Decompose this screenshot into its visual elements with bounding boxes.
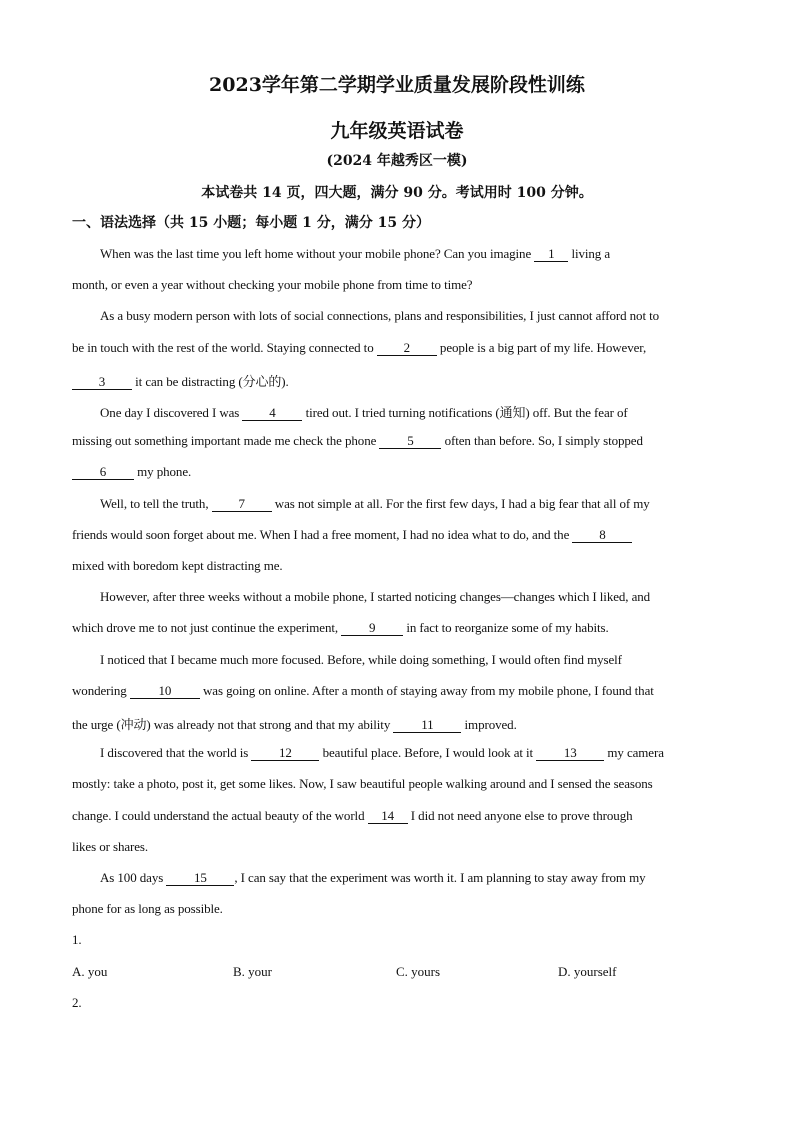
passage-line: One day I discovered I was 4 tired out. I tried turning notifications (通知) off. But the fear of (100, 405, 628, 420)
blank-4: 4 (242, 406, 302, 421)
exam-source: (2024 年越秀区一模) (326, 153, 468, 169)
question-number: 1. (72, 932, 82, 947)
exam-title: 2023学年第二学期学业质量发展阶段性训练 (209, 74, 585, 96)
blank-2: 2 (377, 341, 437, 356)
question-number: 2. (72, 995, 82, 1010)
blank-15: 15 (166, 871, 234, 886)
passage-line: However, after three weeks without a mobile phone, I started noticing changes—changes which I liked, and (100, 589, 651, 604)
blank-1: 1 (534, 247, 568, 262)
exam-subtitle: 九年级英语试卷 (330, 120, 464, 142)
blank-12: 12 (251, 746, 319, 761)
blank-9: 9 (341, 621, 403, 636)
passage-line: As a busy modern person with lots of social connections, plans and responsibilities, I just cannot afford not to (100, 308, 660, 323)
section-heading: 一、语法选择（共 15 小题；每小题 1 分，满分 15 分） (72, 215, 430, 231)
option-c[interactable]: C. yours (396, 964, 441, 979)
passage-line: As 100 days 15 , I can say that the experiment was worth it. I am planning to stay away from my (100, 870, 646, 885)
blank-13: 13 (536, 746, 604, 761)
passage-line: phone for as long as possible. (72, 901, 223, 916)
passage-line: missing out something important made me check the phone 5 often than before. So, I simply stopped (72, 433, 643, 448)
passage-line: the urge (冲动) was already not that strong and that my ability 11 improved. (72, 717, 517, 732)
passage-line: Well, to tell the truth, 7 was not simple at all. For the first few days, I had a big fear that all of my (100, 496, 650, 511)
passage-line: I noticed that I became much more focused. Before, while doing something, I would often find myself (100, 652, 622, 667)
passage-line: month, or even a year without checking your mobile phone from time to time? (72, 277, 473, 292)
blank-11: 11 (393, 718, 461, 733)
passage-line: I discovered that the world is 12 beautiful place. Before, I would look at it 13 my camera (100, 745, 664, 760)
option-d[interactable]: D. yourself (558, 964, 617, 979)
blank-5: 5 (379, 434, 441, 449)
blank-6: 6 (72, 465, 134, 480)
blank-3: 3 (72, 375, 132, 390)
passage-line: mostly: take a photo, post it, get some likes. Now, I saw beautiful people walking around and I sensed the seasons (72, 776, 653, 791)
passage-line: 3 it can be distracting (分心的). (72, 371, 289, 390)
passage-line: friends would soon forget about me. When I had a free moment, I had no idea what to do, and the 8 (72, 527, 632, 543)
blank-7: 7 (212, 497, 272, 512)
passage-line: 6 my phone. (72, 464, 191, 480)
passage-line: change. I could understand the actual beauty of the world 14 I did not need anyone else to prove through (72, 808, 633, 823)
passage-line: which drove me to not just continue the experiment, 9 in fact to reorganize some of my habits. (72, 620, 609, 635)
blank-8: 8 (572, 528, 632, 543)
passage-line: likes or shares. (72, 839, 149, 854)
exam-instructions: 本试卷共 14 页，四大题，满分 90 分。考试用时 100 分钟。 (201, 185, 593, 201)
passage-line: When was the last time you left home without your mobile phone? Can you imagine 1 living a (100, 246, 610, 261)
blank-10: 10 (130, 684, 200, 699)
passage-line: wondering 10 was going on online. After a month of staying away from my mobile phone, I found that (72, 683, 654, 698)
passage-line: be in touch with the rest of the world. Staying connected to 2 people is a big part of my life. However, (72, 340, 647, 355)
option-b[interactable]: B. your (233, 964, 272, 979)
passage-line: mixed with boredom kept distracting me. (72, 558, 283, 573)
blank-14: 14 (368, 809, 408, 824)
option-a[interactable]: A. you (72, 964, 108, 979)
